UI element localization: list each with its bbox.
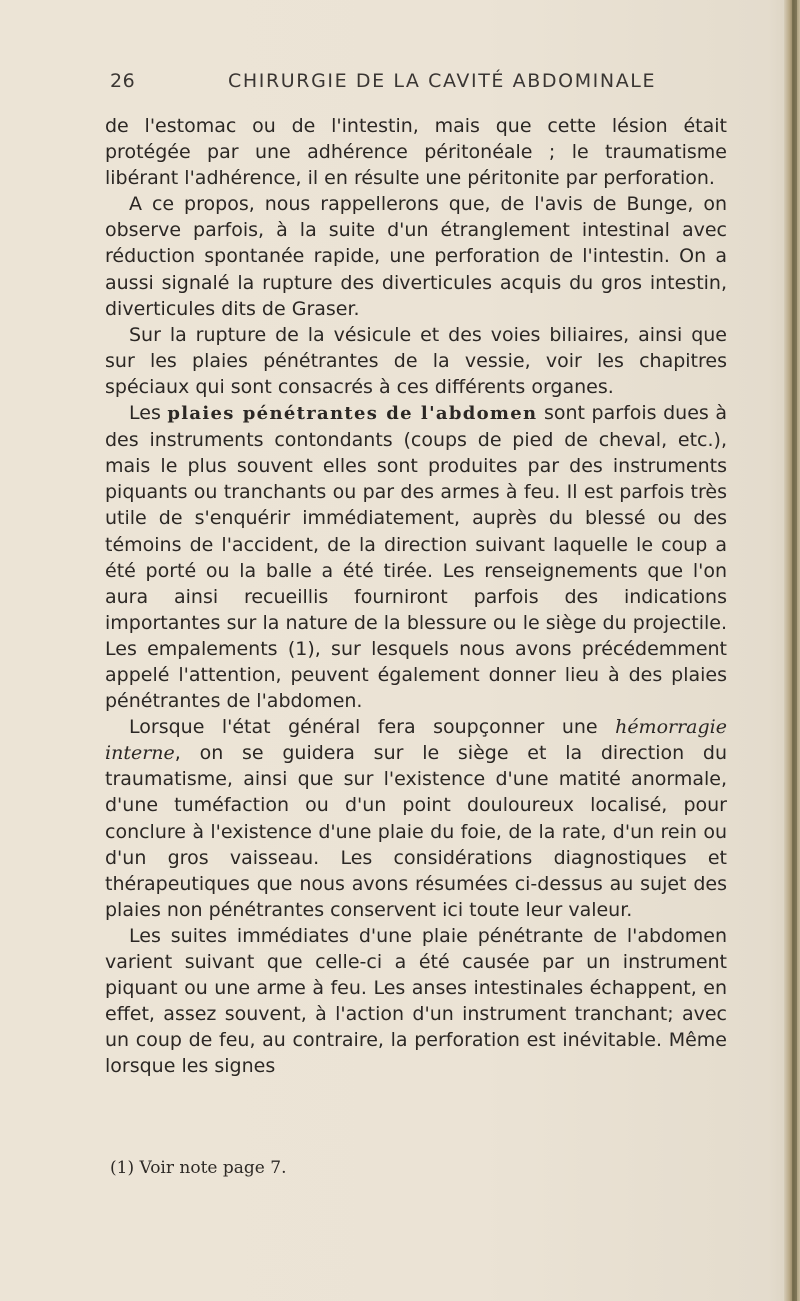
- page-edge-shadow: [792, 0, 797, 1301]
- italic-term: hémorragie interne: [105, 716, 727, 765]
- paragraph-4-text: sont parfois dues à des instruments contondants (coups de pied de cheval, etc.), mais le plus souvent elles sont produites par des instruments piquants ou tranchants ou par des armes à feu. Il est parfois très utile de s'enquérir immédiatement, auprès du blessé ou des témoins de l'accident, de la direction suivant laquelle le coup a été porté ou la balle a été tirée. Les renseignements que l'on aura ainsi recueillis fourniront parfois des indications importantes sur la nature de la blessure ou le siège du projectile. Les empalements (1), sur lesquels nous avons précédemment appelé l'attention, peuvent également donner lieu à des plaies pénétrantes de l'abdomen.: [105, 402, 728, 713]
- section-heading-inline: plaies pénétrantes de l'abdomen: [167, 403, 538, 425]
- paragraph-3: Sur la rupture de la vésicule et des voies biliaires, ainsi que sur les plaies pénétrantes de la vessie, voir les chapitres spéciaux qui sont consacrés à ces différents organes.: [105, 323, 727, 398]
- page-number: 26: [110, 70, 136, 92]
- paragraph-4: [105, 400, 727, 714]
- paragraph-1: de l'estomac ou de l'intestin, mais que cette lésion était protégée par une adhérence péritonéale ; le traumatisme libérant l'adhérence, il en résulte une péritonite par perforation.: [105, 115, 727, 190]
- page-header: [110, 70, 735, 98]
- paragraph-5-lead: Lorsque l'état général fera soupçonner une: [129, 716, 616, 739]
- paragraph-2: A ce propos, nous rappellerons que, de l'avis de Bunge, on observe parfois, à la suite d'un étranglement intestinal avec réduction spontanée rapide, une perforation de l'intestin. On a aussi signalé la rupture des diverticules acquis du gros intestin, diverticules dits de Graser.: [105, 193, 727, 320]
- body-text: [105, 113, 727, 1079]
- paragraph-6: Les suites immédiates d'une plaie pénétrante de l'abdomen varient suivant que celle-ci a été causée par un instrument piquant ou une arme à feu. Les anses intestinales échappent, en effet, assez souvent, à l'action d'un instrument tranchant; avec un coup de feu, au contraire, la perforation est inévitable. Même lorsque les signes: [105, 924, 727, 1078]
- paragraph-5-text: , on se guidera sur le siège et la direction du traumatisme, ainsi que sur l'existence d'une matité anormale, d'une tuméfaction ou d'un point douloureux localisé, pour conclure à l'existence d'une plaie du foie, de la rate, d'un rein ou d'un gros vaisseau. Les considérations diagnostiques et thérapeutiques que nous avons résumées ci-dessus au sujet des plaies non pénétrantes conservent ici toute leur valeur.: [105, 742, 727, 921]
- paragraph-5: [105, 714, 727, 923]
- paragraph-4-lead: Les: [129, 402, 168, 425]
- running-head: CHIRURGIE DE LA CAVITÉ ABDOMINALE: [228, 70, 657, 92]
- footnote: (1) Voir note page 7.: [110, 1158, 287, 1178]
